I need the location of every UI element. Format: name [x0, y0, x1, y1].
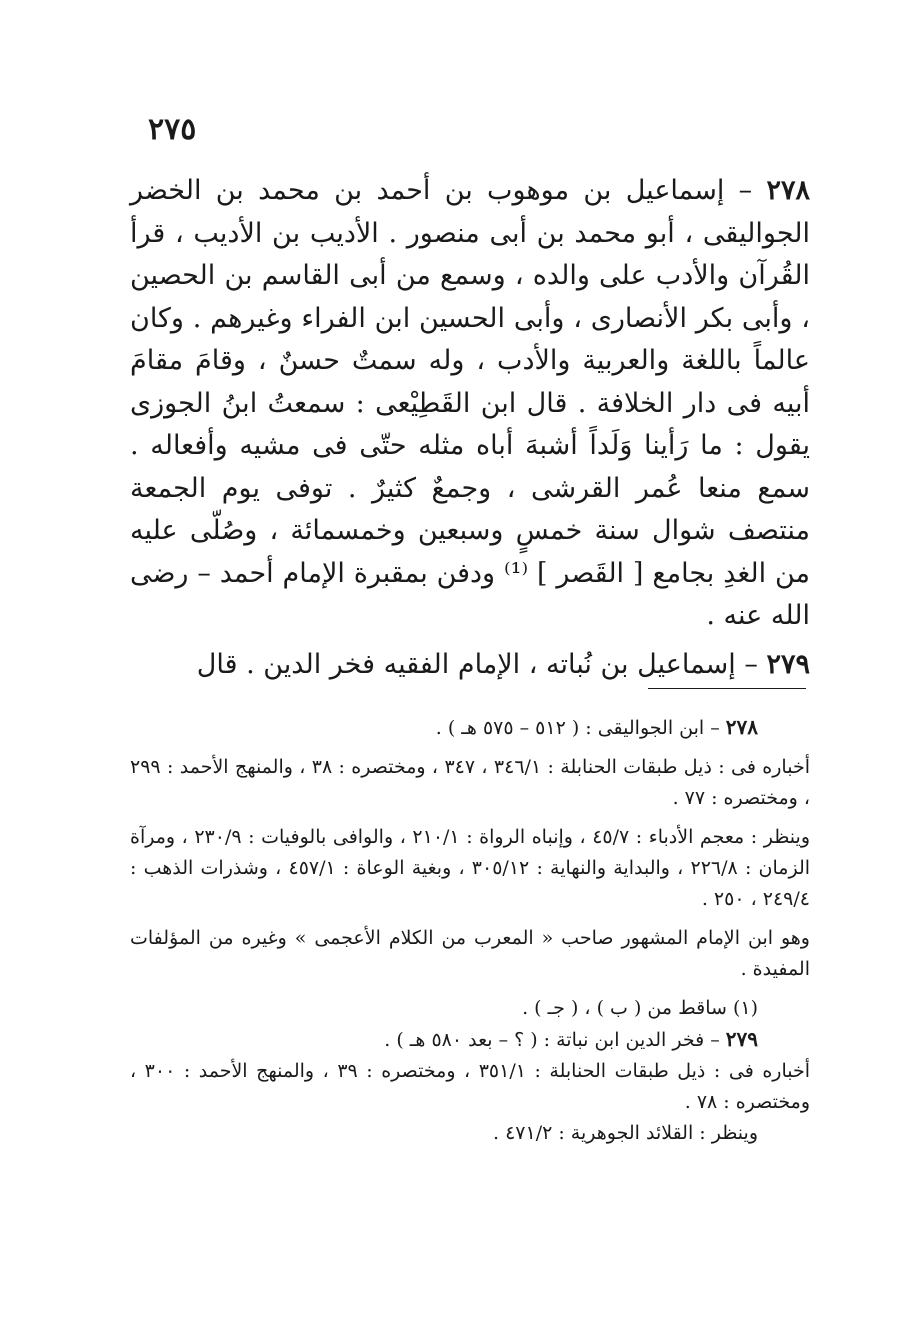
page-number: ٢٧٥	[148, 112, 197, 147]
entry-279	[130, 644, 810, 687]
footnote-278-note: وهو ابن الإمام المشهور صاحب « المعرب من الكلام الأعجمى » وغيره من المؤلفات المفيدة .	[130, 927, 810, 980]
entry-278	[130, 170, 810, 638]
footnote-278-akhbar: أخباره فى : ذيل طبقات الحنابلة : ٣٤٦/١ ، ٣٤٧ ، ومختصره : ٣٨ ، والمنهج الأحمد : ٢٩٩ ، ومختصره : ٧٧ .	[130, 756, 810, 809]
footnotes	[130, 712, 810, 1149]
entry-number: ٢٧٩	[766, 648, 810, 680]
main-text	[130, 170, 810, 686]
footnote-278-yunzar: وينظر : معجم الأدباء : ٤٥/٧ ، وإنباه الرواة : ٢١٠/١ ، والوافى بالوفيات : ٢٣٠/٩ ، ومرآة الزمان : ٢٢٦/٨ ، والبداية والنهاية : ٣٠٥/١٢ ، وبغية الوعاة : ٤٥٧/١ ، وشذرات الذهب : ٢٤٩/٤ ، ٢٥٠ .	[130, 826, 811, 910]
footnote-number: ٢٧٨	[725, 715, 758, 739]
footnote-number: ٢٧٩	[725, 1027, 758, 1051]
entry-text: إسماعيل بن نُباته ، الإمام الفقيه فخر الدين . قال	[196, 648, 736, 680]
footnote-heading-text: – ابن الجواليقى : ( ٥١٢ – ٥٧٥ هـ ) .	[435, 717, 726, 739]
footnote-278-heading	[130, 712, 810, 744]
footnote-279-heading	[130, 1024, 810, 1056]
entry-dash: –	[724, 175, 767, 206]
footnote-1: (١) ساقط من ( ب ) ، ( جـ ) .	[522, 997, 758, 1019]
footnote-divider	[648, 688, 806, 689]
footnote-279-yunzar: وينظر : القلائد الجوهرية : ٤٧١/٢ .	[493, 1122, 758, 1144]
footnote-279-akhbar: أخباره فى : ذيل طبقات الحنابلة : ٣٥١/١ ، ومختصره : ٣٩ ، والمنهج الأحمد : ٣٠٠ ، ومختصره : ٧٨ .	[130, 1060, 810, 1113]
footnote-heading-text: – فخر الدين ابن نباتة : ( ؟ – بعد ٥٨٠ هـ ) .	[384, 1029, 726, 1051]
entry-dash: –	[735, 648, 767, 680]
entry-text: إسماعيل بن موهوب بن أحمد بن محمد بن الخضر الجواليقى ، أبو محمد بن أبى منصور . الأديب بن الأديب ، قرأ القُرآن والأدب على والده ، وسمع من أبى القاسم بن الحصين ، وأبى بكر الأنصارى ، وأبى الحسين ابن الفراء وغيرهم . وكان عالماً باللغة والعربية والأدب ، وله سمتٌ حسنٌ ، وقامَ مقامَ أبيه فى دار الخلافة . قال ابن القَطِيْعى : سمعتُ ابنُ الجوزى يقول : ما رَأينا وَلَداً أشبهَ أباه مثله حتّى فى مشيه وأفعاله . سمع منعا عُمر القرشى ، وجمعٌ كثيرٌ . توفى يوم الجمعة منتصف شوال سنة خمسٍ وسبعين وخمسمائة ، وصُلّى عليه من الغدِ بجامع [ القَصر ] ⁽¹⁾ ودفن بمقبرة الإمام أحمد – رضى الله عنه .	[130, 175, 810, 631]
entry-number: ٢٧٨	[766, 175, 810, 206]
